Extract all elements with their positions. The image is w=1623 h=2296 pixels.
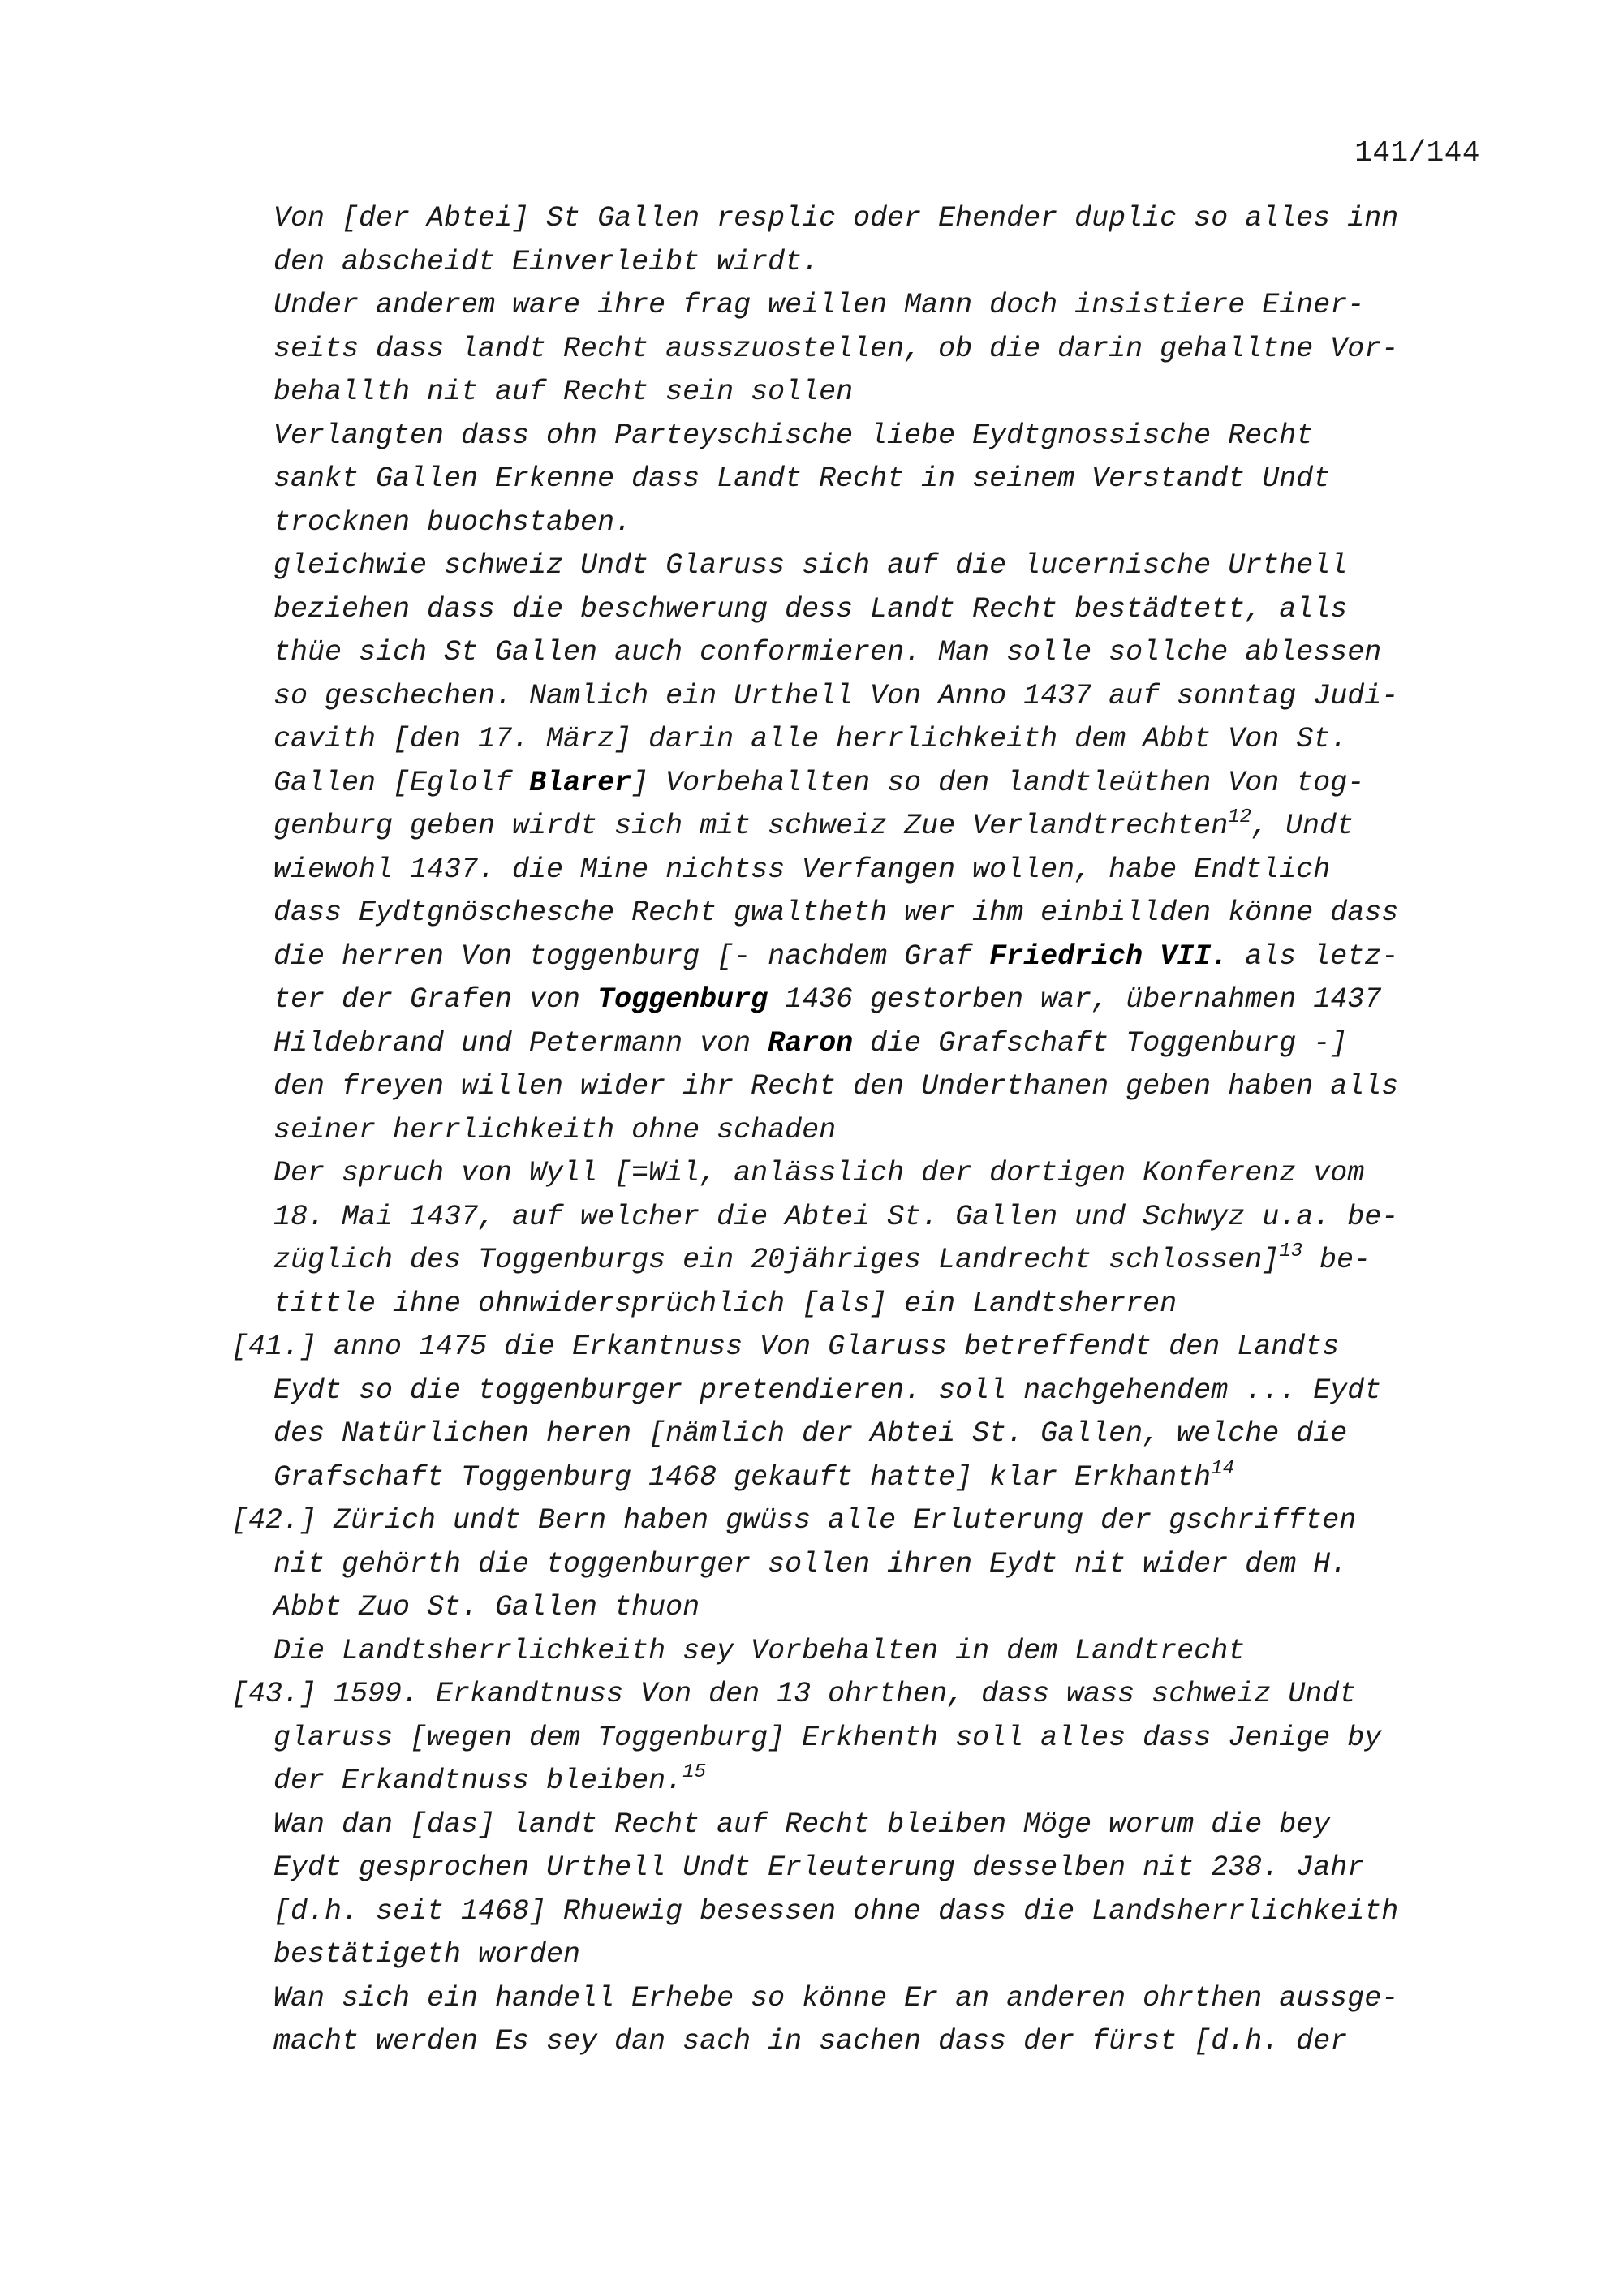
text-line (231, 935, 1497, 979)
bold-name: Raron (768, 1026, 854, 1060)
text-line (231, 1152, 1497, 1196)
text-line (231, 1412, 1497, 1456)
text-run: Der spruch von Wyll [=Wil, anlässlich der dortigen Konferenz vom (273, 1157, 1365, 1189)
text-line (231, 1847, 1497, 1890)
text-line (231, 1022, 1497, 1066)
text-run: [43.] 1599. Erkandtnuss Von den 13 ohrthen, dass wass schweiz Undt (231, 1678, 1357, 1710)
text-run: trocknen buochstaben. (273, 505, 632, 539)
text-line (231, 197, 1497, 241)
text-run: [d.h. seit 1468] Rhuewig besessen ohne dass die Landsherrlichkeith (273, 1894, 1399, 1928)
text-run: den abscheidt Einverleibt wirdt. (273, 245, 820, 278)
text-line (231, 284, 1497, 328)
text-line (231, 371, 1497, 415)
text-run: genburg geben wirdt sich mit schweiz Zue Verlandtrechten (273, 810, 1229, 842)
text-line (231, 1586, 1497, 1630)
text-run: als letz- (1228, 939, 1399, 973)
text-line (231, 1543, 1497, 1587)
text-run: beziehen dass die beschwerung dess Landt Recht bestädtett, alls (273, 592, 1348, 626)
text-line (231, 718, 1497, 762)
text-run: den freyen willen wider ihr Recht den Underthanen geben haben alls (273, 1070, 1399, 1103)
text-run: Verlangten dass ohn Parteyschische liebe Eydtgnossische Recht (273, 419, 1314, 452)
text-run: bestätigeth worden (273, 1938, 581, 1971)
text-line (231, 1283, 1497, 1326)
text-line (231, 1804, 1497, 1847)
text-run: so geschechen. Namlich ein Urthell Von Anno 1437 auf sonntag Judi- (273, 679, 1399, 712)
text-line (231, 1760, 1497, 1804)
text-line (231, 762, 1497, 806)
text-run: Von [der Abtei] St Gallen resplic oder Ehender duplic so alles inn (273, 202, 1399, 234)
document-body (231, 197, 1497, 2064)
page-number: 141/144 (1354, 136, 1480, 170)
text-run: züglich des Toggenburgs ein 20jähriges Landrecht schlossen] (273, 1244, 1280, 1276)
text-line (231, 978, 1497, 1022)
text-line (231, 631, 1497, 675)
bold-name: Blarer (529, 766, 632, 799)
text-line (231, 1239, 1497, 1283)
text-run: die Grafschaft Toggenburg -] (853, 1026, 1348, 1060)
text-line (231, 241, 1497, 285)
text-line (231, 1499, 1497, 1543)
text-run: Wan dan [das] landt Recht auf Recht bleiben Möge worum die bey (273, 1808, 1331, 1841)
text-run: seits dass landt Recht ausszuostellen, ob die darin gehalltne Vor- (273, 332, 1399, 365)
text-line (231, 1630, 1497, 1674)
text-line (231, 588, 1497, 632)
footnote-ref: 12 (1228, 806, 1252, 828)
text-line (231, 501, 1497, 545)
text-line (231, 1673, 1497, 1717)
text-run: Eydt so die toggenburger pretendieren. soll nachgehendem ... Eydt (273, 1374, 1382, 1407)
text-line (231, 892, 1497, 935)
text-line (231, 458, 1497, 501)
text-line (231, 328, 1497, 372)
text-run: nit gehörth die toggenburger sollen ihren Eydt nit wider dem H. (273, 1547, 1348, 1580)
text-line (231, 1933, 1497, 1977)
footnote-ref: 13 (1279, 1240, 1303, 1262)
text-run: des Natürlichen heren [nämlich der Abtei St. Gallen, welche die (273, 1417, 1348, 1450)
text-run: be- (1302, 1244, 1371, 1276)
text-line (231, 805, 1497, 849)
text-run: [41.] anno 1475 die Erkantnuss Von Glaruss betreffendt den Landts (231, 1331, 1340, 1363)
text-line (231, 1326, 1497, 1369)
text-run: behallth nit auf Recht sein sollen (273, 376, 854, 408)
text-run: Eydt gesprochen Urthell Undt Erleuterung desselben nit 238. Jahr (273, 1851, 1365, 1884)
text-line (231, 1977, 1497, 2021)
bold-name: Friedrich VII. (989, 939, 1229, 973)
text-line (231, 415, 1497, 458)
text-run: sankt Gallen Erkenne dass Landt Recht in seinem Verstandt Undt (273, 462, 1331, 495)
text-run: 18. Mai 1437, auf welcher die Abtei St. Gallen und Schwyz u.a. be- (273, 1200, 1399, 1233)
text-run: macht werden Es sey dan sach in sachen dass der fürst [d.h. der (273, 2025, 1348, 2057)
text-run: der Erkandtnuss bleiben. (273, 1765, 683, 1797)
text-run: Abbt Zuo St. Gallen thuon (273, 1591, 700, 1623)
text-run: Gallen [Eglolf (273, 766, 530, 799)
text-run: glaruss [wegen dem Toggenburg] Erkhenth soll alles dass Jenige by (273, 1721, 1382, 1754)
text-line (231, 675, 1497, 719)
text-run: Die Landtsherrlichkeith sey Vorbehalten in dem Landtrecht (273, 1634, 1246, 1667)
text-line (231, 1196, 1497, 1240)
text-run: Hildebrand und Petermann von (273, 1026, 768, 1060)
text-line (231, 1717, 1497, 1761)
text-run: die herren Von toggenburg [- nachdem Graf (273, 939, 990, 973)
text-line (231, 1890, 1497, 1934)
text-run: [42.] Zürich undt Bern haben gwüss alle Erluterung der gschrifften (231, 1504, 1357, 1537)
text-line (231, 1369, 1497, 1413)
text-run: cavith [den 17. März] darin alle herrlichkeith dem Abbt Von St. (273, 723, 1348, 755)
text-line (231, 544, 1497, 588)
bold-name: Toggenburg (597, 983, 768, 1016)
text-run: thüe sich St Gallen auch conformieren. Man solle sollche ablessen (273, 636, 1382, 669)
text-line (231, 1109, 1497, 1153)
footnote-ref: 15 (682, 1761, 706, 1783)
text-run: Under anderem ware ihre frag weillen Mann doch insistiere Einer- (273, 289, 1365, 321)
text-run: Wan sich ein handell Erhebe so könne Er an anderen ohrthen aussge- (273, 1981, 1399, 2014)
text-run: seiner herrlichkeith ohne schaden (273, 1113, 837, 1146)
text-line (231, 849, 1497, 892)
text-run: tittle ihne ohnwidersprüchlich [als] ein Landtsherren (273, 1287, 1177, 1320)
text-run: wiewohl 1437. die Mine nichtss Verfangen wollen, habe Endtlich (273, 853, 1331, 886)
footnote-ref: 14 (1211, 1457, 1235, 1480)
text-line (231, 1065, 1497, 1109)
text-run: ter der Grafen von (273, 983, 598, 1016)
text-run: , Undt (1251, 810, 1354, 842)
text-run: dass Eydtgnöschesche Recht gwaltheth wer ihm einbillden könne dass (273, 896, 1399, 929)
text-line (231, 2020, 1497, 2064)
text-run: ] Vorbehallten so den landtleüthen Von tog- (631, 766, 1365, 799)
text-run: gleichwie schweiz Undt Glaruss sich auf die lucernische Urthell (273, 549, 1348, 582)
text-run: 1436 gestorben war, übernahmen 1437 (768, 983, 1382, 1016)
text-line (231, 1456, 1497, 1500)
text-run: Grafschaft Toggenburg 1468 gekauft hatte] klar Erkhanth (273, 1460, 1212, 1494)
